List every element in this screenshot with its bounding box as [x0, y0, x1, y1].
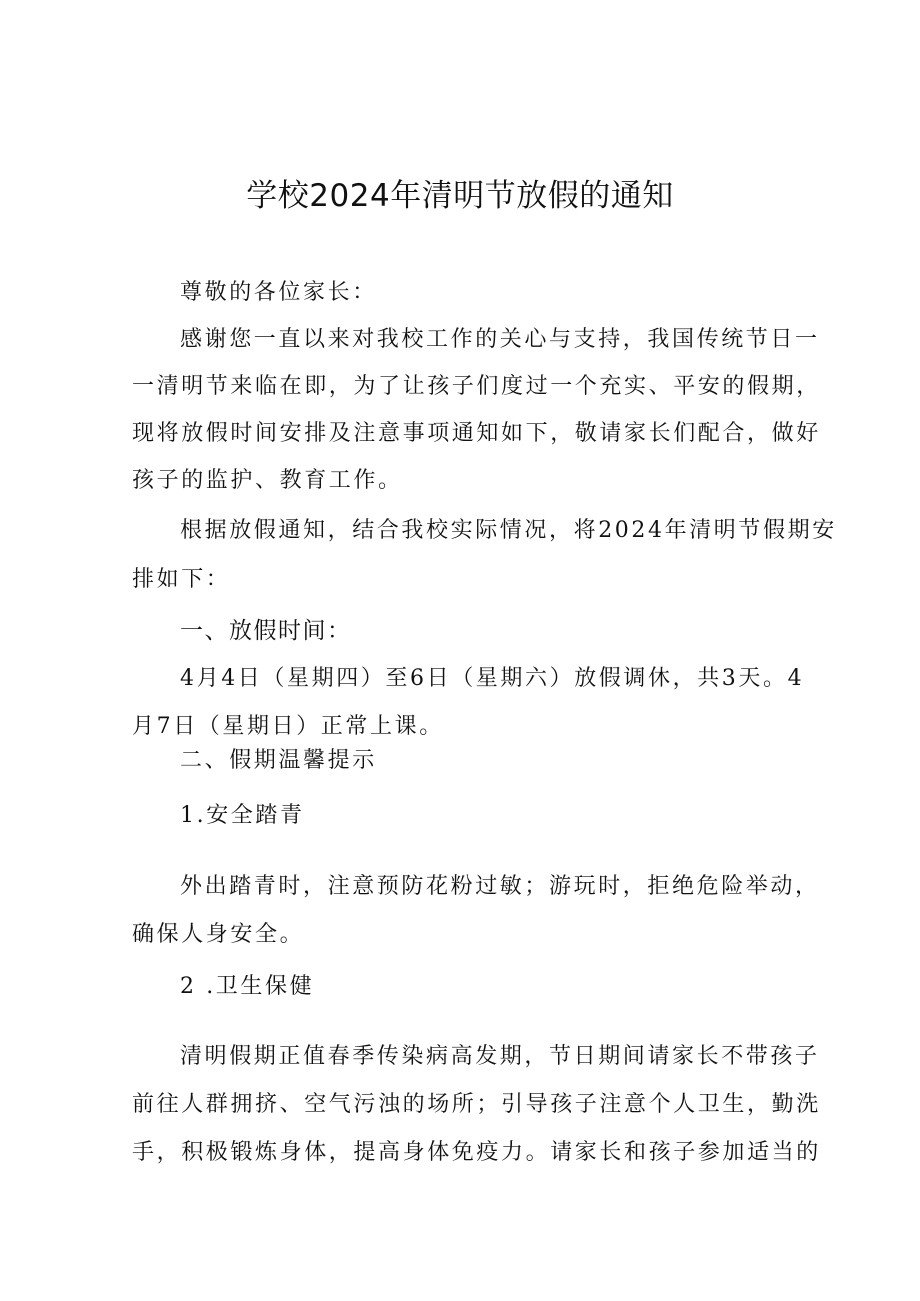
intro-line-3: 现将放假时间安排及注意事项通知如下，敬请家长们配合，做好 — [132, 421, 821, 446]
item2-line-1: 清明假期正值春季传染病高发期，节日期间请家长不带孩子 — [180, 1044, 820, 1069]
section1-heading: 一、放假时间： — [180, 618, 352, 644]
basis-line-1: 根据放假通知，结合我校实际情况，将2024年清明节假期安 — [180, 518, 837, 543]
greeting: 尊敬的各位家长： — [180, 280, 377, 305]
item1-line-2: 确保人身安全。 — [132, 922, 305, 947]
basis-line-2: 排如下： — [132, 567, 231, 592]
section2-heading: 二、假期温馨提示 — [180, 748, 377, 773]
intro-line-1: 感谢您一直以来对我校工作的关心与支持，我国传统节日一 — [180, 327, 820, 352]
item2-line-3: 手，积极锻炼身体，提高身体免疫力。请家长和孩子参加适当的 — [132, 1140, 821, 1165]
item1-heading: 1.安全踏青 — [180, 803, 305, 828]
section1-line-1: 4月4日（星期四）至6日（星期六）放假调休，共3天。4 — [180, 666, 805, 691]
intro-line-2: 一清明节来临在即，为了让孩子们度过一个充实、平安的假期， — [132, 374, 821, 399]
intro-line-4: 孩子的监护、教育工作。 — [132, 468, 403, 493]
item2-heading: 2 .卫生保健 — [180, 974, 315, 999]
document-title: 学校2024年清明节放假的通知 — [246, 178, 674, 214]
item1-line-1: 外出踏青时，注意预防花粉过敏；游玩时，拒绝危险举动， — [180, 874, 820, 899]
item2-line-2: 前往人群拥挤、空气污浊的场所；引导孩子注意个人卫生，勤洗 — [132, 1092, 821, 1117]
section1-line-2: 月7日（星期日）正常上课。 — [132, 714, 444, 739]
